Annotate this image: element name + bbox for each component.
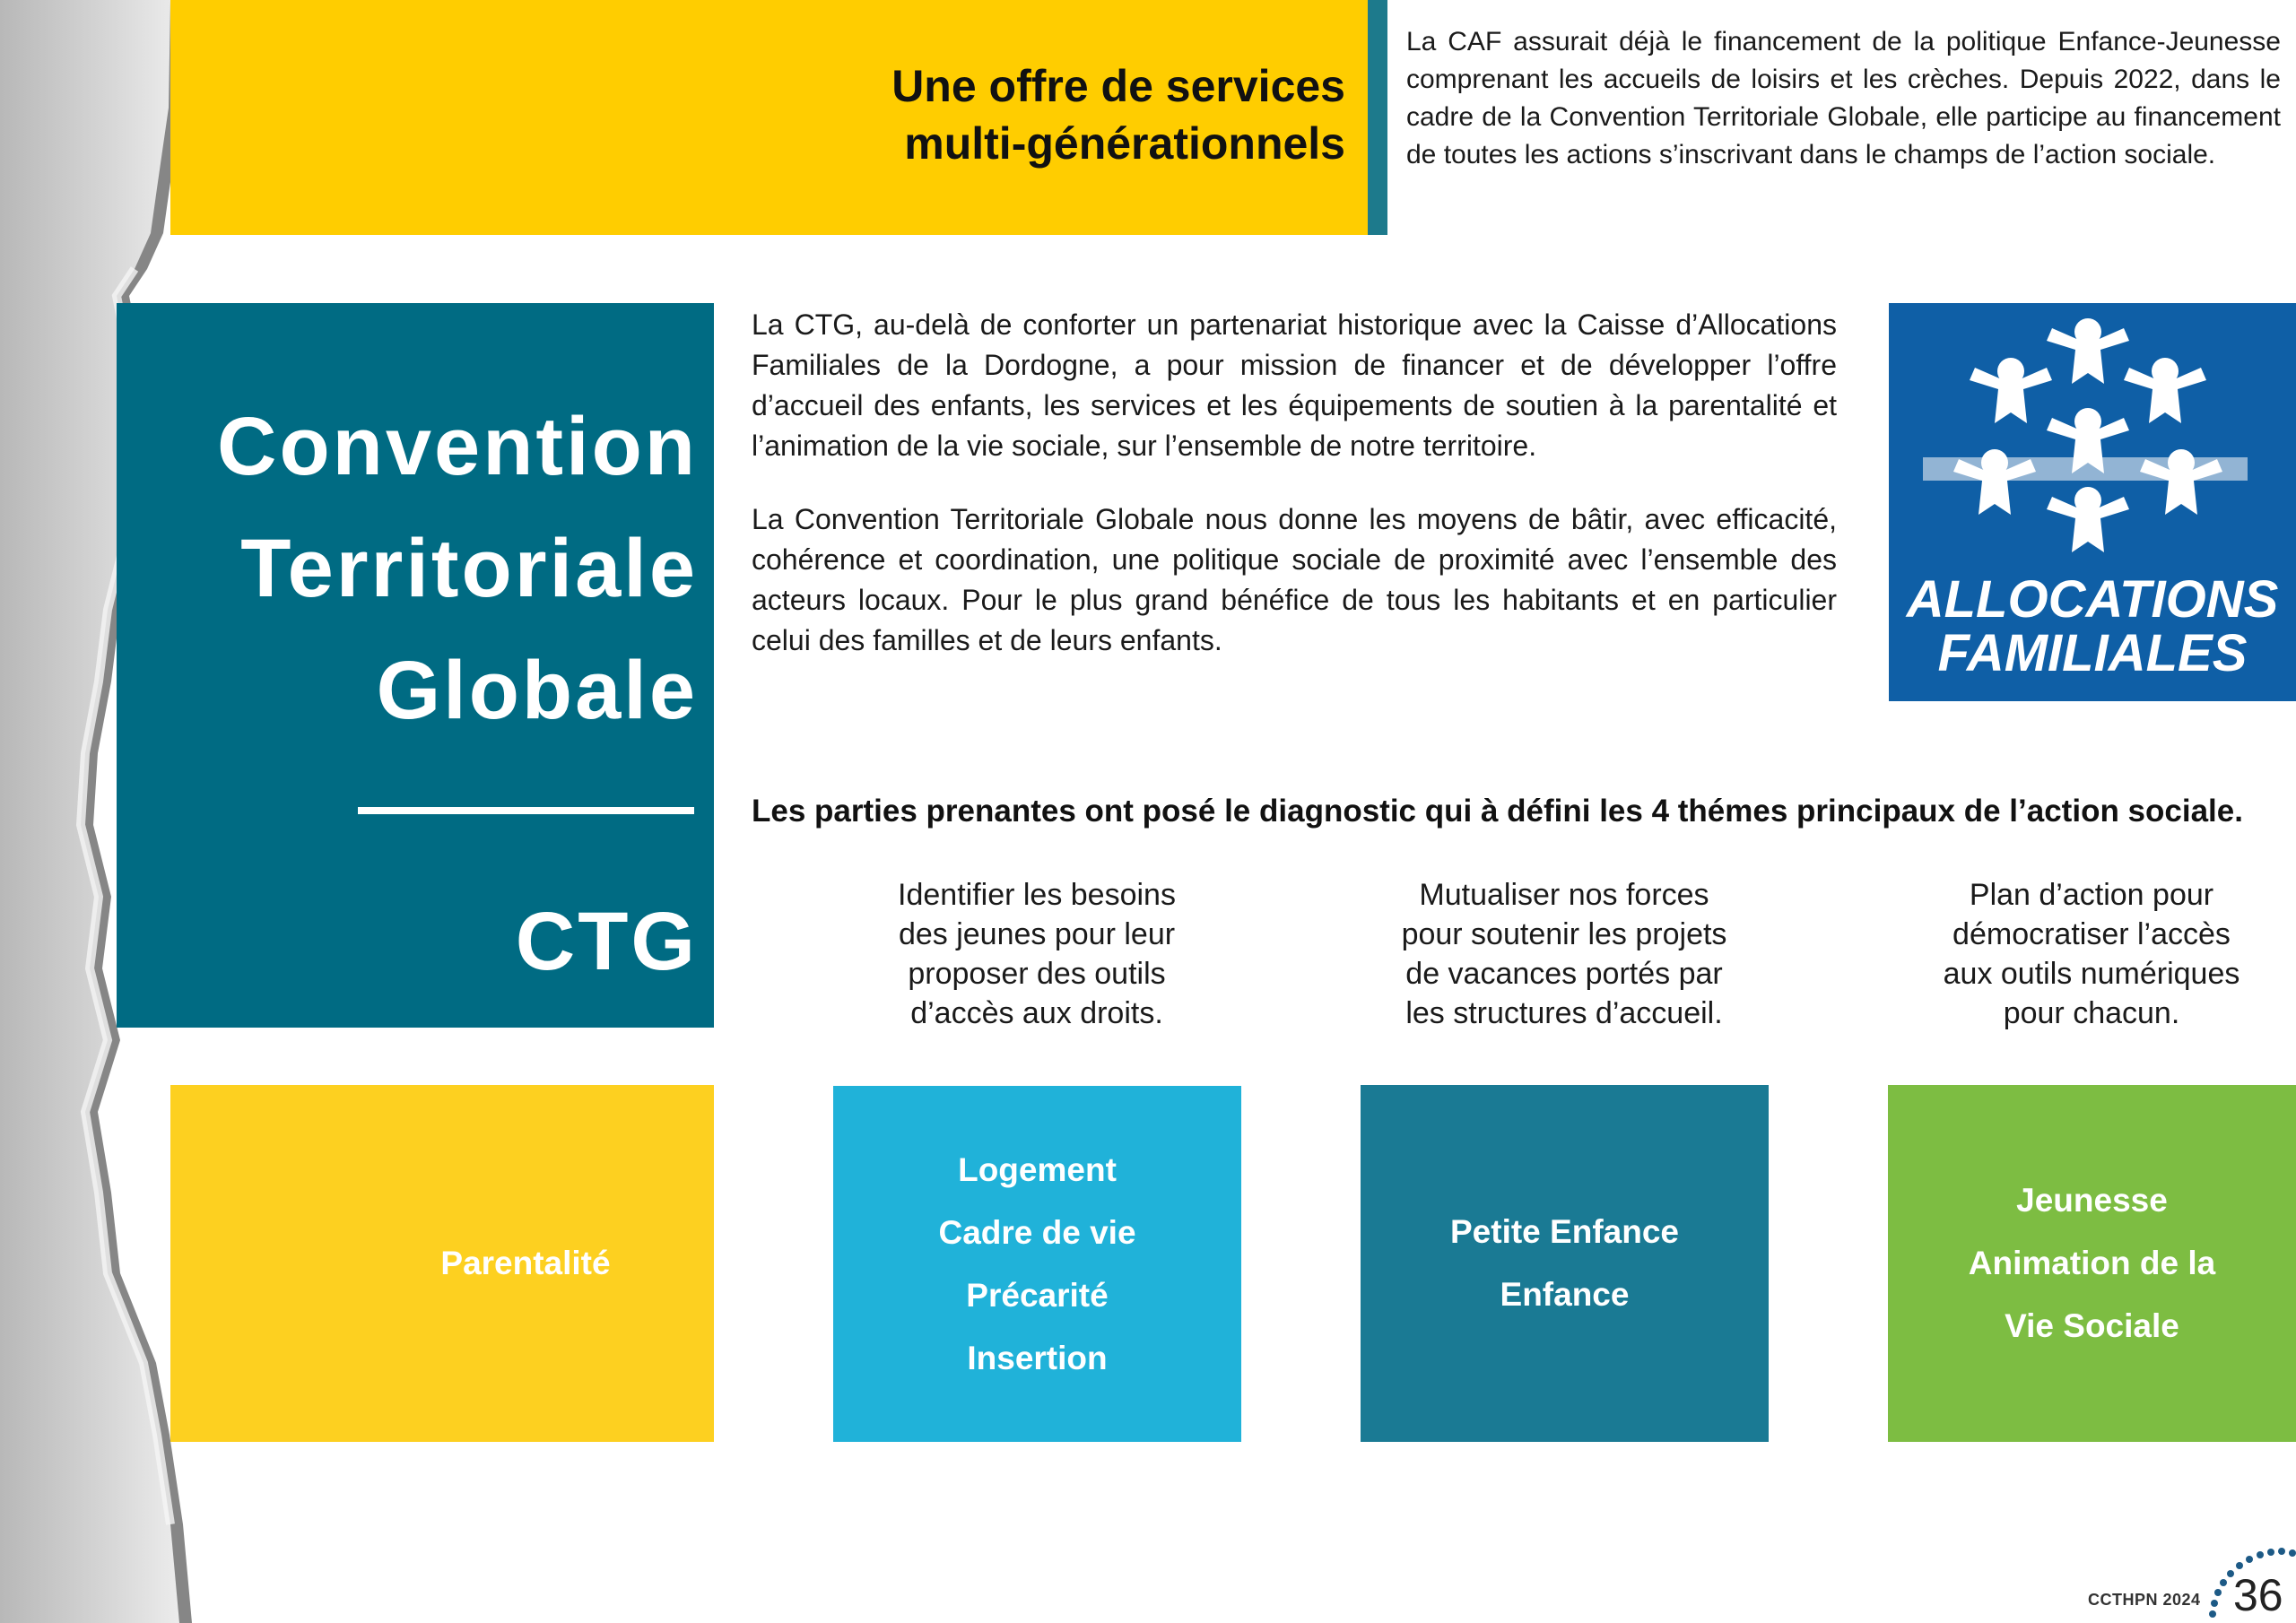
theme-box-jeunesse — [1888, 1085, 2296, 1442]
body-paragraph-2: La Convention Territoriale Globale nous donne les moyens de bâtir, avec efficacité, cohérence et coordination, une politique sociale de proximité avec l’ensemble des acteurs locaux. Pour le plus grand bénéfice de tous les habitants et en particulier celui des familles et de leurs enfants. — [752, 503, 1837, 656]
page-title — [628, 57, 1345, 172]
header-accent-bar — [1368, 0, 1387, 235]
stakeholders-heading: Les parties prenantes ont posé le diagnostic qui à défini les 4 thémes principaux de l’action sociale. — [752, 794, 2243, 829]
page-number: 36 — [2233, 1570, 2283, 1620]
theme-description-jeunesse — [848, 875, 1225, 1033]
theme-box-label: Précarité — [966, 1276, 1109, 1314]
theme-box-label: Enfance — [1500, 1276, 1630, 1313]
theme-box-label: Logement — [958, 1150, 1117, 1188]
theme-box-label: Cadre de vie — [938, 1213, 1136, 1251]
page-title-line1: Une offre de services — [891, 61, 1345, 111]
theme-box-petite-enfance — [1361, 1085, 1769, 1442]
theme-box-label: Parentalité — [440, 1245, 611, 1281]
theme-box-label: Animation de la — [1968, 1245, 2216, 1281]
ctg-title-line3: Globale — [376, 645, 698, 736]
theme-description-line: d’accès aux droits. — [910, 996, 1163, 1030]
theme-description-line: pour soutenir les projets — [1401, 917, 1727, 951]
theme-description-vacances — [1376, 875, 1752, 1033]
theme-box-logement — [833, 1086, 1241, 1442]
caf-logo-line2: FAMILIALES — [1937, 624, 2248, 682]
theme-description-line: Plan d’action pour — [1969, 878, 2214, 912]
ctg-title-line1: Convention — [217, 401, 698, 492]
theme-description-line: des jeunes pour leur — [898, 917, 1176, 951]
theme-box-label: Petite Enfance — [1450, 1213, 1679, 1250]
caf-logo-line1: ALLOCATIONS — [1906, 570, 2279, 629]
caf-family-figures-icon — [1889, 303, 2296, 701]
theme-description-line: pour chacun. — [2003, 996, 2180, 1030]
caf-logo — [1889, 303, 2296, 701]
theme-box-label: Vie Sociale — [2005, 1307, 2179, 1344]
ctg-title-line2: Territoriale — [240, 523, 698, 614]
theme-description-line: de vacances portés par — [1405, 957, 1723, 991]
ctg-divider — [358, 807, 694, 814]
footer-label: CCTHPN 2024 — [2088, 1591, 2201, 1609]
body-paragraph-1: La CTG, au-delà de conforter un partenariat historique avec la Caisse d’Allocations Familiales de la Dordogne, a pour mission de financer et de développer l’offre d’accueil des enfants, les services et les équipements de soutien à la parentalité et l’animation de la vie sociale, sur l’ensemble de notre territoire. — [752, 308, 1837, 462]
theme-description-line: proposer des outils — [908, 957, 1166, 991]
ctg-acronym: CTG — [515, 896, 698, 987]
theme-box-label: Jeunesse — [2016, 1182, 2168, 1219]
intro-paragraph: La CAF assurait déjà le financement de la politique Enfance-Jeunesse comprenant les accueils de loisirs et les crèches. Depuis 2022, dans le cadre de la Convention Territoriale Globale, elle participe au financement de toutes les actions s’inscrivant dans le champs de l’action sociale. — [1406, 27, 2281, 169]
theme-description-numerique — [1903, 875, 2280, 1033]
ctg-panel — [117, 303, 714, 1028]
page-title-line2: multi-générationnels — [904, 118, 1345, 169]
theme-box-label: Insertion — [967, 1339, 1108, 1376]
theme-description-line: Mutualiser nos forces — [1419, 878, 1709, 912]
theme-description-line: démocratiser l’accès — [1952, 917, 2231, 951]
theme-description-line: Identifier les besoins — [898, 878, 1176, 912]
theme-description-line: les structures d’accueil. — [1405, 996, 1723, 1030]
theme-description-line: aux outils numériques — [1943, 957, 2240, 991]
theme-box-parentalite — [170, 1085, 714, 1442]
